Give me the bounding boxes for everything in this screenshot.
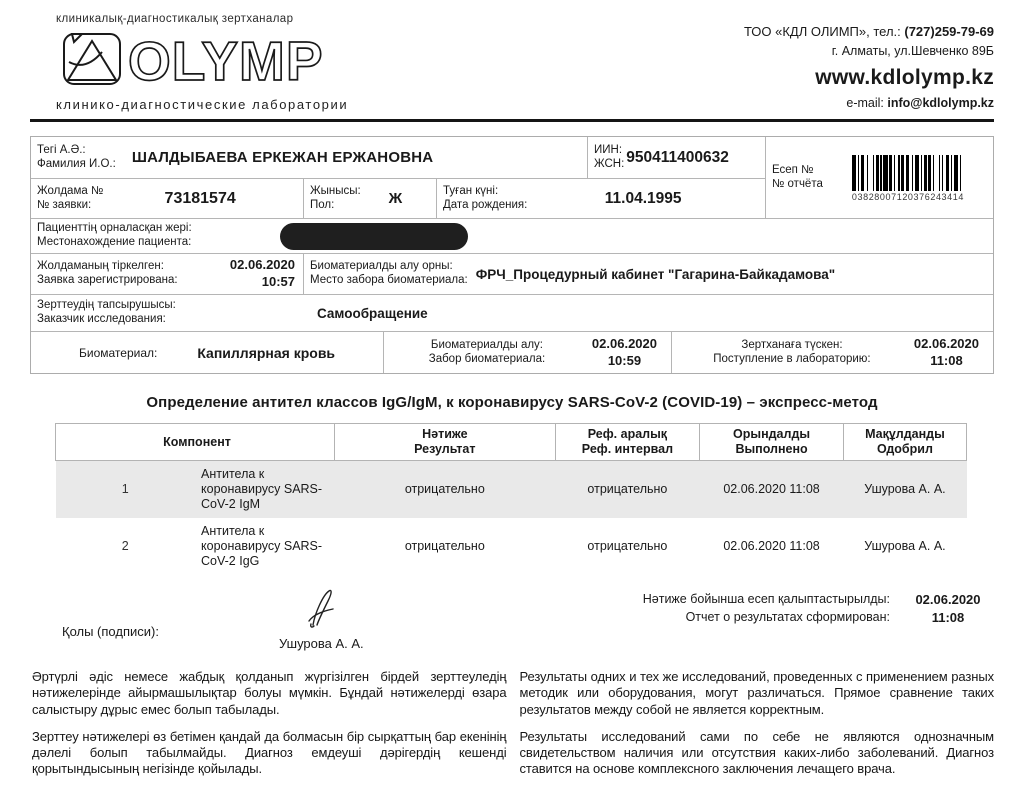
birth-date-label: Туған күні: Дата рождения:: [443, 185, 528, 211]
company-name: ТОО «КДЛ ОЛИМП», тел.:: [743, 24, 905, 39]
component-name: Антитела к коронавирусу SARS-CoV-2 IgG: [201, 524, 323, 569]
lab-contacts: [744, 12, 994, 113]
disclaimer-kazakh: [32, 669, 507, 789]
collection-site-label: Биоматериалды алу орны: Место забора биоматериала:: [310, 260, 468, 287]
patient-info-table: [30, 136, 994, 374]
table-row: [56, 461, 967, 519]
component-name: Антитела к коронавирусу SARS-CoV-2 IgM: [195, 461, 335, 519]
column-result: Нәтиже Результат: [335, 424, 556, 461]
patient-iin-cell: [587, 137, 765, 178]
column-component: Компонент: [56, 424, 335, 461]
disclaimer-russian: [520, 669, 995, 789]
biomaterial-value: Капиллярная кровь: [197, 344, 336, 361]
disclaimer-section: [32, 669, 994, 789]
registered-datetime: 02.06.2020 10:57: [229, 257, 295, 290]
signature-label: Қолы (подписи):: [62, 624, 159, 640]
lab-received-label: Зертханаға түскен: Поступление в лабораторию:: [713, 338, 871, 365]
signer-name: Ушурова А. А.: [278, 636, 364, 652]
performed-datetime: 02.06.2020 11:08: [723, 539, 820, 554]
registered-cell: [31, 254, 303, 294]
olymp-logo: [52, 12, 352, 113]
ref-interval-value: отрицательно: [555, 461, 700, 519]
report-number-cell: [765, 137, 993, 218]
disclaimer-paragraph: Результаты исследований сами по себе не являются однозначным свидетельством наличия или отсутствия каких-либо заболеваний. Диагноз ставится на основе комплексного заключения лечащего врача.: [519, 728, 994, 777]
customer-label-cell: [31, 295, 303, 331]
report-header: [0, 0, 1024, 113]
report-number: 03828007120376243414: [851, 192, 964, 203]
approved-by: Ушурова А. А.: [843, 461, 966, 519]
biomaterial-cell: [31, 332, 383, 373]
result-value: отрицательно: [335, 461, 556, 519]
collection-datetime: 02.06.2020 10:59: [591, 335, 657, 368]
olymp-logo-icon: [52, 28, 352, 92]
signature-icon: [299, 587, 343, 629]
barcode: [829, 153, 987, 202]
column-ref-interval: Реф. аралық Реф. интервал: [555, 424, 700, 461]
header-divider: [30, 119, 994, 122]
signer-block: [279, 587, 364, 651]
barcode-bars: [829, 155, 987, 191]
order-number: 73181574: [164, 189, 236, 207]
report-generated-label-ru: Отчет о результатах сформирован:: [685, 610, 890, 625]
lab-email-line: [744, 94, 994, 113]
order-number-cell: [31, 179, 303, 218]
company-phone-line: [744, 22, 994, 42]
lab-website: www.kdlolymp.kz: [815, 65, 994, 89]
sex-cell: [303, 179, 436, 218]
disclaimer-paragraph: Әртүрлі әдіс немесе жабдық қолданып жүргізілген бірдей зерттеуледің нәтижелерінде айырмашылықтар болуы мүмкін. Бұндай нәтижелерді өзара салыстыру дұрыс емес болып табылады.: [32, 669, 507, 717]
report-generated-time: 11:08: [931, 610, 965, 626]
report-number-label: Есеп № № отчёта: [772, 164, 823, 190]
report-generated-block: [643, 591, 994, 627]
patient-name: ШАЛДЫБАЕВА ЕРКЕЖАН ЕРЖАНОВНА: [131, 149, 434, 167]
collection-time-label: Биоматериалды алу: Забор биоматериала:: [428, 338, 546, 365]
patient-sex: Ж: [388, 190, 403, 208]
registered-label: Жолдаманың тіркелген: Заявка зарегистрирована:: [37, 260, 178, 287]
results-table: [55, 423, 967, 575]
column-approved: Мақұлданды Одобрил: [843, 424, 966, 461]
collection-time-cell: [383, 332, 671, 373]
result-value: отрицательно: [404, 539, 485, 554]
lab-received-datetime: 02.06.2020 11:08: [913, 335, 979, 368]
biomaterial-label: Биоматериал:: [79, 345, 158, 360]
redacted-patient-location: [280, 223, 468, 250]
birth-date-cell: [436, 179, 765, 218]
patient-location-row: [31, 218, 993, 253]
svg-text:OLYMP: OLYMP: [128, 29, 324, 92]
iin-label: ИИН: ЖСН:: [594, 144, 625, 170]
approved-by: Ушурова А. А.: [864, 539, 946, 554]
collection-site: ФРЧ_Процедурный кабинет "Гагарина-Байкадамова": [475, 266, 836, 282]
collection-site-cell: [303, 254, 993, 294]
order-number-label: Жолдама № № заявки:: [37, 185, 104, 211]
ref-interval-value: отрицательно: [587, 539, 668, 554]
customer-value-cell: [303, 295, 993, 331]
results-header-row: [56, 424, 967, 461]
test-title: Определение антител классов IgG/IgM, к коронавирусу SARS-CoV-2 (COVID-19) – экспресс-метод: [146, 394, 878, 412]
sex-label: Жынысы: Пол:: [310, 185, 361, 211]
email-label: e-mail:: [846, 96, 888, 111]
disclaimer-paragraph: Результаты одних и тех же исследований, проведенных с применением разных методик или оборудования, могут различаться. Прямое сравнение таких результатов между собой не является корректным.: [519, 669, 994, 717]
table-row: [56, 518, 967, 575]
signature-section: [62, 587, 994, 651]
logo-caption-kz: клиникалық-диагностикалық зертханалар: [56, 13, 294, 25]
patient-iin: 950411400632: [626, 148, 729, 166]
disclaimer-paragraph: Зерттеу нәтижелері өз бетімен қандай да болмасын бір сырқаттың бар екенінің дәлелі болып табылмайды. Диагноз емдеуші дәрігердің кешенді қорытындысының негізінде қойылады.: [32, 728, 507, 777]
report-generated-date: 02.06.2020: [915, 592, 981, 608]
patient-name-cell: [31, 137, 587, 178]
row-number: 1: [56, 461, 196, 519]
lab-address: г. Алматы, ул.Шевченко 89Б: [831, 44, 994, 59]
patient-name-label: Тегі А.Ә.: Фамилия И.О.:: [37, 144, 116, 170]
phone-number: (727)259-79-69: [904, 24, 994, 39]
row-number: 2: [121, 539, 129, 554]
performed-datetime: 02.06.2020 11:08: [700, 461, 844, 519]
study-customer: Самообращение: [317, 305, 428, 321]
birth-date: 11.04.1995: [604, 189, 682, 207]
column-performed: Орындалды Выполнено: [700, 424, 844, 461]
report-generated-label-kz: Нәтиже бойынша есеп қалыптастырылды:: [642, 592, 890, 607]
customer-label: Зерттеудің тапсырушысы: Заказчик исследования:: [37, 299, 176, 326]
logo-caption-ru: клинико-диагностические лаборатории: [56, 96, 349, 112]
lab-received-cell: [671, 332, 993, 373]
email-address: info@kdlolymp.kz: [887, 96, 994, 111]
patient-location-label: Пациенттің орналасқан жері: Местонахождение пациента:: [37, 222, 192, 249]
